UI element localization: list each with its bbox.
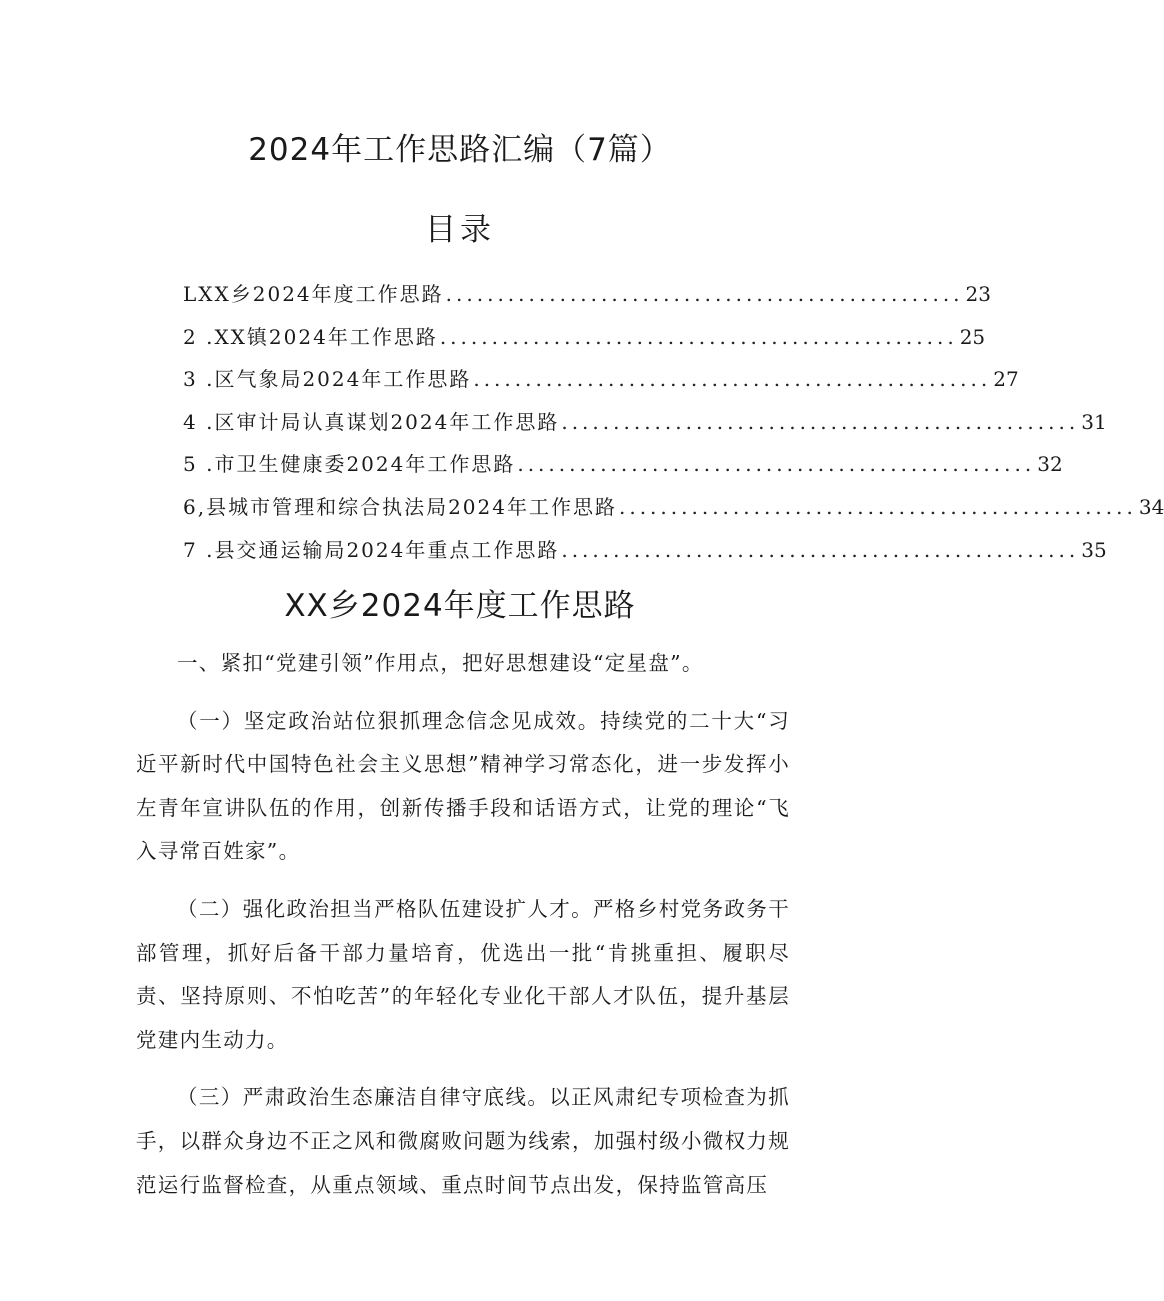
- toc-leader-dots: ..................................................: [517, 452, 1036, 477]
- document-title: 2024年工作思路汇编（7篇）: [248, 132, 672, 168]
- paragraph: （一）坚定政治站位狠抓理念信念见成效。持续党的二十大“习近平新时代中国特色社会主义思想”精神学习常态化，进一步发挥小左青年宣讲队伍的作用，创新传播手段和话语方式，让党的理论“飞入寻常百姓家”。: [136, 708, 790, 864]
- toc-item-label: LXX乡2024年度工作思路: [183, 282, 444, 306]
- toc-item[interactable]: [183, 358, 1019, 401]
- toc-leader-dots: ..................................................: [561, 409, 1080, 434]
- toc-item-label: 6,县城市管理和综合执法局2024年工作思路: [183, 494, 617, 519]
- toc-leader-dots: ..................................................: [561, 537, 1080, 562]
- toc-item-label: 5 .市卫生健康委2024年工作思路: [183, 452, 516, 477]
- toc-leader-dots: ..................................................: [618, 494, 1137, 519]
- paragraph: 一、紧扣“党建引领”作用点，把好思想建设“定星盘”。: [177, 651, 704, 675]
- paragraph: （二）强化政治担当严格队伍建设扩人才。严格乡村党务政务干部管理，抓好后备干部力量培育，优选出一批“肯挑重担、履职尽责、坚持原则、不怕吃苦”的年轻化专业化干部人才队伍，提升基层党建内生动力。: [136, 896, 790, 1052]
- toc-item-label: 4 .区审计局认真谋划2024年工作思路: [183, 409, 560, 434]
- toc-item-page: 31: [1081, 409, 1107, 434]
- toc-item-label: 7 .县交通运输局2024年重点工作思路: [183, 537, 560, 562]
- toc-item-page: 23: [965, 282, 991, 306]
- toc-item-page: 34: [1138, 494, 1164, 519]
- toc-item-label: 3 .区气象局2024年工作思路: [183, 367, 472, 392]
- toc-leader-dots: ..................................................: [473, 367, 992, 392]
- toc-item-page: 25: [959, 324, 986, 349]
- toc-item[interactable]: [183, 273, 991, 316]
- toc-item-label: 2 .XX镇2024年工作思路: [183, 324, 438, 349]
- toc-item[interactable]: [183, 316, 986, 359]
- toc-leader-dots: ..................................................: [445, 282, 964, 306]
- toc-leader-dots: ..................................................: [439, 324, 958, 349]
- paragraph: （三）严肃政治生态廉洁自律守底线。以正风肃纪专项检查为抓手，以群众身边不正之风和微腐败问题为线索，加强村级小微权力规范运行监督检查，从重点领域、重点时间节点出发，保持监管高压: [136, 1085, 790, 1197]
- toc-item[interactable]: [183, 529, 1107, 572]
- toc-item-page: 32: [1037, 452, 1063, 477]
- toc-item-page: 35: [1081, 537, 1107, 562]
- table-of-contents: [183, 273, 1164, 571]
- toc-item[interactable]: [183, 443, 1063, 486]
- toc-item-page: 27: [993, 367, 1019, 392]
- toc-item[interactable]: [183, 486, 1164, 529]
- toc-item[interactable]: [183, 401, 1107, 444]
- toc-heading: 目录: [425, 212, 495, 248]
- section-title: XX乡2024年度工作思路: [284, 588, 636, 624]
- body-text: [136, 642, 790, 1207]
